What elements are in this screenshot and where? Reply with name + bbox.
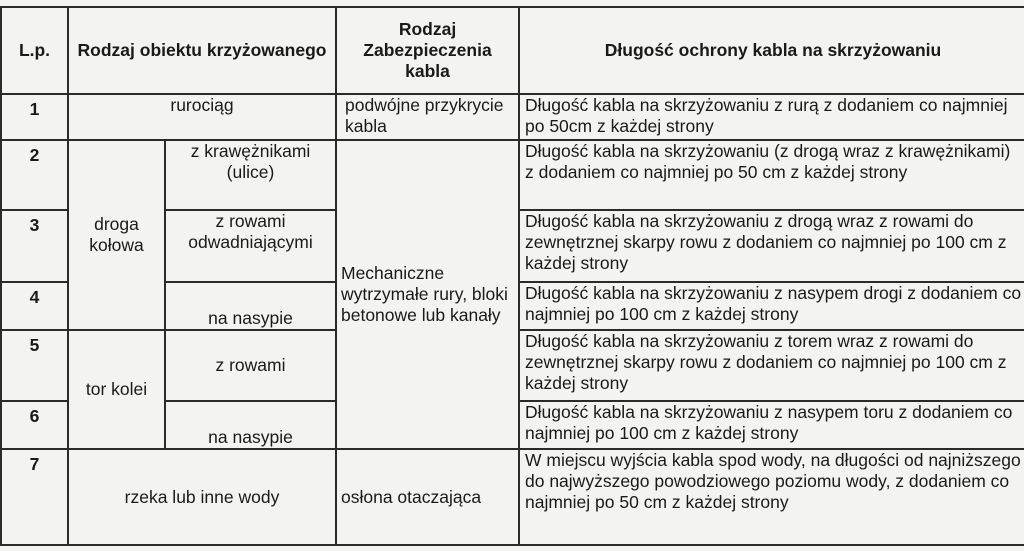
header-row <box>1 7 1024 94</box>
length-desc-cell: Długość kabla na skrzyżowaniu z rurą z dodaniem co najmniej po 50cm z każdej strony <box>519 94 1024 140</box>
object-group-cell: tor kolei <box>68 330 165 449</box>
subtype-cell: na nasypie <box>165 401 336 449</box>
subtype-cell: z krawężnikami (ulice) <box>165 140 336 210</box>
subtype-cell: z rowami odwadniającymi <box>165 210 336 282</box>
object-cell: rurociąg <box>68 94 336 140</box>
table-row <box>1 140 1024 210</box>
cable-crossing-table <box>0 6 1024 546</box>
object-cell: rzeka lub inne wody <box>68 449 336 545</box>
row-number: 4 <box>1 282 68 330</box>
header-lp: L.p. <box>1 7 68 94</box>
header-object-type: Rodzaj obiektu krzyżowanego <box>68 7 336 94</box>
length-desc-cell: Długość kabla na skrzyżowaniu (z drogą wraz z krawężnikami) z dodaniem co najmniej po 50 cm z każdej strony <box>519 140 1024 210</box>
length-desc-cell: Długość kabla na skrzyżowaniu z torem wraz z rowami do zewnętrznej skarpy rowu z dodaniem co najmniej po 100 cm z każdej strony <box>519 330 1024 401</box>
table-row <box>1 94 1024 140</box>
subtype-cell: na nasypie <box>165 282 336 330</box>
row-number: 6 <box>1 401 68 449</box>
length-desc-cell: Długość kabla na skrzyżowaniu z drogą wraz z rowami do zewnętrznej skarpy rowu z dodaniem co najmniej po 100 cm z każdej strony <box>519 210 1024 282</box>
protection-cell: podwójne przykrycie kabla <box>336 94 519 140</box>
row-number: 5 <box>1 330 68 401</box>
table-row <box>1 449 1024 545</box>
protection-group-cell: Mechaniczne wytrzymałe rury, bloki betonowe lub kanały <box>336 140 519 449</box>
length-desc-cell: Długość kabla na skrzyżowaniu z nasypem toru z dodaniem co najmniej po 100 cm z każdej strony <box>519 401 1024 449</box>
header-length: Długość ochrony kabla na skrzyżowaniu <box>519 7 1024 94</box>
protection-cell: osłona otaczająca <box>336 449 519 545</box>
row-number: 3 <box>1 210 68 282</box>
row-number: 2 <box>1 140 68 210</box>
length-desc-cell: Długość kabla na skrzyżowaniu z nasypem drogi z dodaniem co najmniej po 100 cm z każdej strony <box>519 282 1024 330</box>
row-number: 7 <box>1 449 68 545</box>
object-group-cell: droga kołowa <box>68 140 165 330</box>
row-number: 1 <box>1 94 68 140</box>
subtype-cell: z rowami <box>165 330 336 401</box>
length-desc-cell: W miejscu wyjścia kabla spod wody, na długości od najniższego do najwyższego powodziowego poziomu wody, z dodaniem co najmniej po 50 cm z każdej strony <box>519 449 1024 545</box>
header-protection-type: Rodzaj Zabezpieczenia kabla <box>336 7 519 94</box>
